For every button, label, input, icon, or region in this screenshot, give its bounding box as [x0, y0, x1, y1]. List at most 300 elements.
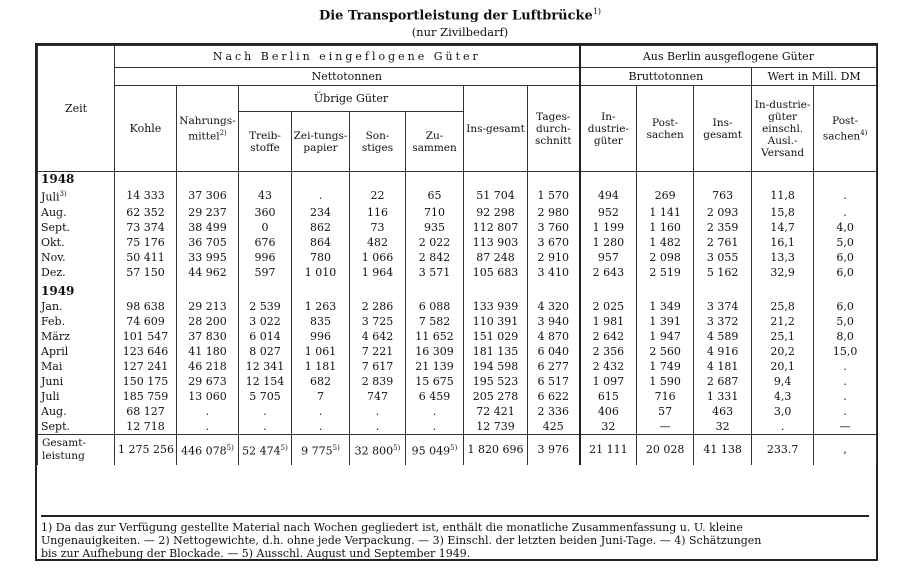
- table-cell: 234: [292, 205, 350, 220]
- month-label: [38, 220, 115, 235]
- table-cell: 37 306: [177, 187, 239, 205]
- table-cell: 780: [292, 250, 350, 265]
- header-postsachen-wert-text: Post-sachen: [822, 114, 861, 143]
- table-cell: 2 432: [580, 359, 637, 374]
- header-aus-berlin: Aus Berlin ausgeflogene Güter: [580, 46, 877, 68]
- month-label: [38, 344, 115, 359]
- table-row: [38, 419, 877, 435]
- table-cell: 6 014: [239, 329, 292, 344]
- table-cell: 113 903: [464, 235, 528, 250]
- table-cell: .: [814, 374, 877, 389]
- table-cell: 116: [350, 205, 406, 220]
- totals-value: 21 111: [589, 443, 628, 457]
- table-cell: 3 022: [239, 314, 292, 329]
- table-cell: 676: [239, 235, 292, 250]
- table-cell: 1 181: [292, 359, 350, 374]
- table-cell: 3 055: [694, 250, 752, 265]
- table-cell: 2 098: [637, 250, 694, 265]
- table-cell: 3 760: [528, 220, 580, 235]
- table-cell: 68 127: [115, 404, 177, 419]
- totals-footnote-marker: 5): [280, 443, 288, 452]
- table-cell: 6 517: [528, 374, 580, 389]
- table-cell: 7 617: [350, 359, 406, 374]
- empty-cell: [292, 172, 350, 188]
- table-cell: 12 718: [115, 419, 177, 435]
- table-cell: 406: [580, 404, 637, 419]
- table-cell: .: [292, 419, 350, 435]
- totals-cell: [177, 434, 239, 465]
- totals-cell: [464, 434, 528, 465]
- table-cell: 11,8: [752, 187, 814, 205]
- table-cell: 32: [694, 419, 752, 435]
- empty-cell: [752, 284, 814, 299]
- table-cell: 29 673: [177, 374, 239, 389]
- month-label: [38, 265, 115, 280]
- table-cell: 2 359: [694, 220, 752, 235]
- table-cell: 33 995: [177, 250, 239, 265]
- table-cell: 5,0: [814, 314, 877, 329]
- table-cell: 1 199: [580, 220, 637, 235]
- table-cell: 8 027: [239, 344, 292, 359]
- table-cell: 2 980: [528, 205, 580, 220]
- table-cell: 1 349: [637, 299, 694, 314]
- table-title: [0, 7, 920, 23]
- totals-footnote-marker: 5): [332, 443, 340, 452]
- empty-cell: [115, 284, 177, 299]
- month-text: Feb.: [41, 314, 66, 328]
- table-row: [38, 205, 877, 220]
- table-cell: 3 410: [528, 265, 580, 280]
- table-cell: .: [406, 404, 464, 419]
- totals-cell: [239, 434, 292, 465]
- table-cell: 2 286: [350, 299, 406, 314]
- month-label: [38, 374, 115, 389]
- totals-cell: [350, 434, 406, 465]
- table-cell: 8,0: [814, 329, 877, 344]
- table-cell: 6 459: [406, 389, 464, 404]
- month-label: [38, 359, 115, 374]
- empty-cell: [239, 172, 292, 188]
- month-label: [38, 250, 115, 265]
- header-industriegueter-wert: In-dustrie-güter einschl. Ausl.-Versand: [752, 86, 814, 172]
- table-cell: .: [292, 404, 350, 419]
- table-cell: .: [350, 404, 406, 419]
- header-insgesamt: Ins-gesamt: [464, 86, 528, 172]
- table-cell: 2 839: [350, 374, 406, 389]
- table-cell: —: [814, 419, 877, 435]
- totals-cell: [292, 434, 350, 465]
- table-cell: .: [814, 359, 877, 374]
- footnote-line-3: bis zur Aufhebung der Blockade. — 5) Ausschl. August und September 1949.: [41, 547, 471, 560]
- table-cell: 13 060: [177, 389, 239, 404]
- table-cell: 6 040: [528, 344, 580, 359]
- table-cell: 2 842: [406, 250, 464, 265]
- table-cell: 185 759: [115, 389, 177, 404]
- table-row: [38, 220, 877, 235]
- table-cell: .: [177, 419, 239, 435]
- empty-cell: [177, 172, 239, 188]
- table-cell: 12 739: [464, 419, 528, 435]
- table-cell: 127 241: [115, 359, 177, 374]
- table-cell: .: [406, 419, 464, 435]
- table-cell: 2 642: [580, 329, 637, 344]
- month-label: [38, 205, 115, 220]
- table-cell: .: [239, 404, 292, 419]
- table-cell: 763: [694, 187, 752, 205]
- totals-value: 233.7: [766, 443, 799, 457]
- footnote-line-1: 1) Da das zur Verfügung gestellte Material nach Wochen gegliedert ist, enthält die monatliche Zusammenfassung u. U. kleine: [41, 521, 743, 534]
- table-cell: 935: [406, 220, 464, 235]
- table-cell: 4,0: [814, 220, 877, 235]
- table-cell: 6 277: [528, 359, 580, 374]
- header-treibstoffe: Treib-stoffe: [239, 112, 292, 172]
- totals-value: 446 078: [181, 444, 227, 458]
- totals-footnote-marker: 5): [393, 443, 401, 452]
- table-cell: 37 830: [177, 329, 239, 344]
- table-cell: 835: [292, 314, 350, 329]
- table-cell: 7: [292, 389, 350, 404]
- table-cell: 2 356: [580, 344, 637, 359]
- empty-cell: [637, 172, 694, 188]
- table-cell: 74 609: [115, 314, 177, 329]
- table-cell: 0: [239, 220, 292, 235]
- table-cell: 1 066: [350, 250, 406, 265]
- month-text: Juni: [41, 374, 64, 388]
- empty-cell: [406, 284, 464, 299]
- totals-footnote-marker: 5): [226, 443, 234, 452]
- header-zusammen: Zu-sammen: [406, 112, 464, 172]
- table-cell: 87 248: [464, 250, 528, 265]
- title-text: Die Transportleistung der Luftbrücke: [318, 8, 593, 24]
- totals-value: 3 976: [537, 443, 570, 457]
- table-cell: 12 341: [239, 359, 292, 374]
- totals-cell: [694, 434, 752, 465]
- table-cell: 4 916: [694, 344, 752, 359]
- table-cell: 7 582: [406, 314, 464, 329]
- totals-label: Gesamt-leistung: [38, 434, 115, 465]
- empty-cell: [694, 172, 752, 188]
- table-cell: 51 704: [464, 187, 528, 205]
- header-nach-berlin: Nach Berlin eingeflogene Güter: [115, 46, 580, 68]
- month-label: [38, 299, 115, 314]
- table-subtitle: (nur Zivilbedarf): [411, 25, 509, 39]
- table-cell: 2 643: [580, 265, 637, 280]
- table-cell: .: [814, 187, 877, 205]
- table-cell: 43: [239, 187, 292, 205]
- header-kohle: Kohle: [115, 86, 177, 172]
- table-cell: 110 391: [464, 314, 528, 329]
- table-cell: 4,3: [752, 389, 814, 404]
- table-cell: 65: [406, 187, 464, 205]
- empty-cell: [580, 284, 637, 299]
- table-cell: 1 570: [528, 187, 580, 205]
- table-cell: 4 320: [528, 299, 580, 314]
- table-cell: 5 162: [694, 265, 752, 280]
- table-frame: [35, 43, 878, 561]
- month-text: April: [41, 344, 69, 358]
- month-footnote-marker: 3): [59, 190, 67, 198]
- table-cell: 1 391: [637, 314, 694, 329]
- table-row: [38, 187, 877, 205]
- table-row: [38, 235, 877, 250]
- year-label: 1949: [38, 284, 115, 299]
- table-cell: 463: [694, 404, 752, 419]
- table-cell: 32,9: [752, 265, 814, 280]
- empty-cell: [464, 172, 528, 188]
- header-postsachen-wert-note: 4): [860, 128, 868, 137]
- empty-cell: [406, 172, 464, 188]
- header-postsachen-wert: [814, 86, 877, 172]
- table-cell: 6 088: [406, 299, 464, 314]
- header-bruttotonnen: Bruttotonnen: [580, 68, 752, 86]
- table-cell: 11 652: [406, 329, 464, 344]
- table-cell: —: [637, 419, 694, 435]
- table-cell: 21,2: [752, 314, 814, 329]
- empty-cell: [115, 172, 177, 188]
- totals-footnote-marker: 5): [450, 443, 458, 452]
- table-cell: 2 687: [694, 374, 752, 389]
- month-label: [38, 314, 115, 329]
- totals-value: ,: [843, 443, 847, 457]
- table-cell: 73: [350, 220, 406, 235]
- table-cell: 6,0: [814, 265, 877, 280]
- table-cell: 4 589: [694, 329, 752, 344]
- table-row: [38, 359, 877, 374]
- table-row: [38, 389, 877, 404]
- empty-cell: [814, 172, 877, 188]
- table-cell: 112 807: [464, 220, 528, 235]
- totals-value: 32 800: [354, 444, 394, 458]
- empty-cell: [814, 284, 877, 299]
- table-cell: 150 175: [115, 374, 177, 389]
- table-cell: 425: [528, 419, 580, 435]
- table-cell: 996: [292, 329, 350, 344]
- month-text: Aug.: [41, 404, 67, 418]
- month-label: [38, 187, 115, 205]
- table-row: [38, 344, 877, 359]
- table-cell: 3 725: [350, 314, 406, 329]
- month-text: März: [41, 329, 70, 343]
- table-cell: 7 221: [350, 344, 406, 359]
- footnote-line-2: Ungenauigkeiten. — 2) Nettogewichte, d.h. ohne jede Verpackung. — 3) Einschl. der letzten beiden Juni-Tage. — 4) Schätzungen: [41, 534, 762, 547]
- table-cell: 716: [637, 389, 694, 404]
- month-label: [38, 389, 115, 404]
- table-cell: 29 213: [177, 299, 239, 314]
- totals-cell: [406, 434, 464, 465]
- table-cell: 4 870: [528, 329, 580, 344]
- table-row: [38, 314, 877, 329]
- table-cell: 44 962: [177, 265, 239, 280]
- empty-cell: [350, 172, 406, 188]
- table-cell: 597: [239, 265, 292, 280]
- header-sonstiges: Son-stiges: [350, 112, 406, 172]
- table-cell: 494: [580, 187, 637, 205]
- table-cell: 1 964: [350, 265, 406, 280]
- table-cell: 72 421: [464, 404, 528, 419]
- table-cell: 3,0: [752, 404, 814, 419]
- table-cell: 20,1: [752, 359, 814, 374]
- month-text: Juli: [41, 389, 60, 403]
- empty-cell: [752, 172, 814, 188]
- table-cell: 269: [637, 187, 694, 205]
- table-cell: .: [814, 404, 877, 419]
- transport-table: [37, 45, 877, 465]
- table-cell: 2 910: [528, 250, 580, 265]
- table-cell: 6,0: [814, 299, 877, 314]
- table-cell: 101 547: [115, 329, 177, 344]
- table-cell: 1 482: [637, 235, 694, 250]
- table-cell: 75 176: [115, 235, 177, 250]
- table-cell: 6 622: [528, 389, 580, 404]
- totals-value: 95 049: [411, 444, 451, 458]
- month-label: [38, 419, 115, 435]
- header-tagesdurchschnitt: Tages-durch-schnitt: [528, 86, 580, 172]
- table-cell: 25,1: [752, 329, 814, 344]
- table-cell: 1 590: [637, 374, 694, 389]
- table-cell: 747: [350, 389, 406, 404]
- table-cell: 28 200: [177, 314, 239, 329]
- table-cell: 57: [637, 404, 694, 419]
- table-cell: 682: [292, 374, 350, 389]
- table-cell: 57 150: [115, 265, 177, 280]
- table-cell: 615: [580, 389, 637, 404]
- header-nahrungsmittel-note: 2): [219, 128, 227, 137]
- table-cell: 205 278: [464, 389, 528, 404]
- header-uebrige-gueter: Übrige Güter: [239, 86, 464, 112]
- empty-cell: [292, 284, 350, 299]
- table-cell: 1 141: [637, 205, 694, 220]
- empty-cell: [580, 172, 637, 188]
- table-cell: 9,4: [752, 374, 814, 389]
- month-text: Okt.: [41, 235, 65, 249]
- table-cell: 864: [292, 235, 350, 250]
- footnotes: [41, 515, 869, 560]
- table-cell: 41 180: [177, 344, 239, 359]
- empty-cell: [528, 172, 580, 188]
- month-text: Aug.: [41, 205, 67, 219]
- header-nettotonnen: Nettotonnen: [115, 68, 580, 86]
- table-cell: 6,0: [814, 250, 877, 265]
- table-cell: 151 029: [464, 329, 528, 344]
- table-body: [38, 172, 877, 465]
- table-row: [38, 299, 877, 314]
- table-cell: .: [814, 389, 877, 404]
- table-cell: 14 333: [115, 187, 177, 205]
- empty-cell: [694, 284, 752, 299]
- year-row: [38, 172, 877, 188]
- table-cell: 105 683: [464, 265, 528, 280]
- table-cell: 25,8: [752, 299, 814, 314]
- table-cell: 29 237: [177, 205, 239, 220]
- table-cell: 1 097: [580, 374, 637, 389]
- table-cell: 1 947: [637, 329, 694, 344]
- table-cell: 15 675: [406, 374, 464, 389]
- table-cell: 195 523: [464, 374, 528, 389]
- table-cell: 1 263: [292, 299, 350, 314]
- table-cell: 22: [350, 187, 406, 205]
- table-cell: 46 218: [177, 359, 239, 374]
- header-industriegueter: In-dustrie-güter: [580, 86, 637, 172]
- table-cell: 957: [580, 250, 637, 265]
- totals-value: 20 028: [645, 443, 685, 457]
- table-cell: 5,0: [814, 235, 877, 250]
- header-nahrungsmittel: [177, 86, 239, 172]
- month-text: Jan.: [41, 299, 63, 313]
- totals-cell: [580, 434, 637, 465]
- month-text: Sept.: [41, 419, 71, 433]
- table-cell: 133 939: [464, 299, 528, 314]
- table-cell: .: [177, 404, 239, 419]
- table-cell: 20,2: [752, 344, 814, 359]
- empty-cell: [464, 284, 528, 299]
- header-nahrungsmittel-text: Nahrungs-mittel: [179, 114, 236, 143]
- table-cell: 15,8: [752, 205, 814, 220]
- table-cell: 1 160: [637, 220, 694, 235]
- totals-value: 1 275 256: [118, 443, 174, 457]
- year-label: 1948: [38, 172, 115, 188]
- table-cell: 62 352: [115, 205, 177, 220]
- table-cell: 4 181: [694, 359, 752, 374]
- table-cell: 2 539: [239, 299, 292, 314]
- table-cell: 1 749: [637, 359, 694, 374]
- table-cell: 123 646: [115, 344, 177, 359]
- empty-cell: [528, 284, 580, 299]
- header-wert: Wert in Mill. DM: [752, 68, 877, 86]
- table-cell: 2 022: [406, 235, 464, 250]
- table-cell: 92 298: [464, 205, 528, 220]
- totals-value: 41 138: [703, 443, 742, 457]
- table-cell: 2 519: [637, 265, 694, 280]
- year-row: [38, 284, 877, 299]
- totals-value: 9 775: [301, 444, 333, 458]
- table-cell: 1 280: [580, 235, 637, 250]
- empty-cell: [177, 284, 239, 299]
- table-cell: 194 598: [464, 359, 528, 374]
- table-cell: 4 642: [350, 329, 406, 344]
- table-cell: 73 374: [115, 220, 177, 235]
- month-text: Nov.: [41, 250, 66, 264]
- table-cell: 12 154: [239, 374, 292, 389]
- month-text: Dez.: [41, 265, 66, 279]
- title-footnote-marker: 1): [592, 7, 602, 16]
- table-cell: 3 374: [694, 299, 752, 314]
- month-label: [38, 235, 115, 250]
- table-cell: 2 025: [580, 299, 637, 314]
- table-cell: 5 705: [239, 389, 292, 404]
- month-text: Juli: [41, 190, 60, 204]
- totals-cell: [115, 434, 177, 465]
- table-cell: .: [239, 419, 292, 435]
- table-cell: 38 499: [177, 220, 239, 235]
- table-cell: 21 139: [406, 359, 464, 374]
- table-cell: .: [292, 187, 350, 205]
- totals-value: 1 820 696: [467, 443, 524, 457]
- table-cell: 98 638: [115, 299, 177, 314]
- table-row: [38, 250, 877, 265]
- totals-cell: [814, 434, 877, 465]
- table-cell: 3 670: [528, 235, 580, 250]
- table-cell: 14,7: [752, 220, 814, 235]
- table-cell: 15,0: [814, 344, 877, 359]
- month-text: Mai: [41, 359, 63, 373]
- table-cell: 32: [580, 419, 637, 435]
- table-row: [38, 265, 877, 280]
- totals-row: [38, 434, 877, 465]
- table-cell: 952: [580, 205, 637, 220]
- table-cell: 36 705: [177, 235, 239, 250]
- table-cell: 3 571: [406, 265, 464, 280]
- month-label: [38, 404, 115, 419]
